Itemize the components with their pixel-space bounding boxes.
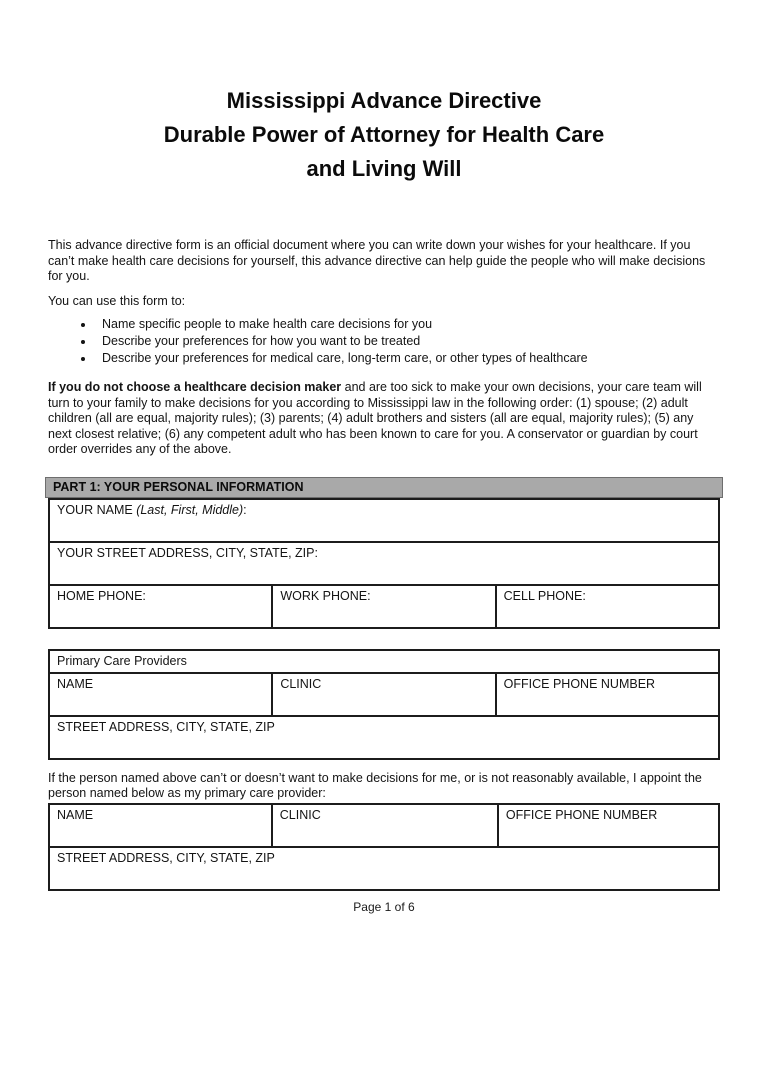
your-name-colon: : [243,502,247,517]
bullet-item: • Describe your preferences for how you want to be treated [95,333,720,350]
part1-section-header: PART 1: YOUR PERSONAL INFORMATION [45,477,723,498]
table-row [49,804,719,847]
personal-information-table [48,498,720,629]
primary-care-providers-table [48,649,720,760]
table-row [49,716,719,759]
your-name-label: YOUR NAME [57,502,137,517]
title-line-2: Durable Power of Attorney for Health Care [163,122,605,147]
bullet-item: • Describe your preferences for medical care, long-term care, or other types of healthcare [95,350,720,367]
page-number: Page 1 of 6 [353,899,415,914]
intro-paragraph: This advance directive form is an official document where you can write down your wishes for your healthcare. If you can’t make health care decisions for yourself, this advance directive can help guide the people who will make decisions for you. [48,238,706,283]
alternate-provider-office-phone-label: OFFICE PHONE NUMBER [505,807,658,822]
alternate-provider-paragraph: If the person named above can’t or doesn’t want to make decisions for me, or is not reasonably available, I appoint the person named below as my primary care provider: [48,770,702,800]
home-phone-label: HOME PHONE: [57,588,146,603]
table-row [49,673,719,716]
alternate-provider-name-field[interactable] [49,804,272,847]
uses-bullet-list [48,316,720,367]
alternate-provider-clinic-field[interactable] [272,804,498,847]
alternate-provider-clinic-label: CLINIC [279,807,321,822]
warning-body: and are too sick to make your own decisions, your care team will turn to your family to make decisions for you according to Mississippi law in the following order: (1) spouse; (2) adult children (all are equal, majority rules); (3) parents; (4) adult brothers and sisters (all are equal, majority rules); (5) any next closest relative; (6) any competent adult who has been known to care for you. A conservator or guardian by court order overrides any of the above. [48,380,702,456]
uses-lead-in: You can use this form to: [48,293,186,308]
table-row [49,499,719,542]
document-title [48,84,720,186]
table-row [49,847,719,890]
cell-phone-field[interactable] [496,585,719,628]
work-phone-label: WORK PHONE: [280,588,371,603]
provider-name-label: NAME [57,676,94,691]
default-decision-maker-paragraph [48,380,720,458]
warning-bold-lead: If you do not choose a healthcare decision maker [48,380,342,394]
provider-clinic-field[interactable] [272,673,495,716]
title-line-1: Mississippi Advance Directive [226,88,542,113]
cell-phone-label: CELL PHONE: [503,588,586,603]
home-phone-field[interactable] [49,585,272,628]
provider-name-field[interactable] [49,673,272,716]
provider-clinic-label: CLINIC [280,676,322,691]
provider-office-phone-label: OFFICE PHONE NUMBER [503,676,656,691]
title-line-3: and Living Will [306,156,462,181]
primary-care-providers-header: Primary Care Providers [49,650,719,673]
your-address-label: YOUR STREET ADDRESS, CITY, STATE, ZIP: [57,545,318,560]
provider-address-label: STREET ADDRESS, CITY, STATE, ZIP [57,719,275,734]
provider-office-phone-field[interactable] [496,673,719,716]
work-phone-field[interactable] [272,585,495,628]
provider-address-field[interactable] [49,716,719,759]
table-row [49,650,719,673]
table-row [49,542,719,585]
table-row [49,585,719,628]
bullet-item: • Name specific people to make health care decisions for you [95,316,720,333]
your-name-hint: (Last, First, Middle) [136,502,244,517]
alternate-provider-address-field[interactable] [49,847,719,890]
alternate-provider-office-phone-field[interactable] [498,804,719,847]
your-address-field[interactable] [49,542,719,585]
alternate-provider-table [48,803,720,891]
your-name-field[interactable] [49,499,719,542]
document-page [0,84,768,1078]
alternate-provider-address-label: STREET ADDRESS, CITY, STATE, ZIP [57,850,275,865]
alternate-provider-name-label: NAME [57,807,94,822]
